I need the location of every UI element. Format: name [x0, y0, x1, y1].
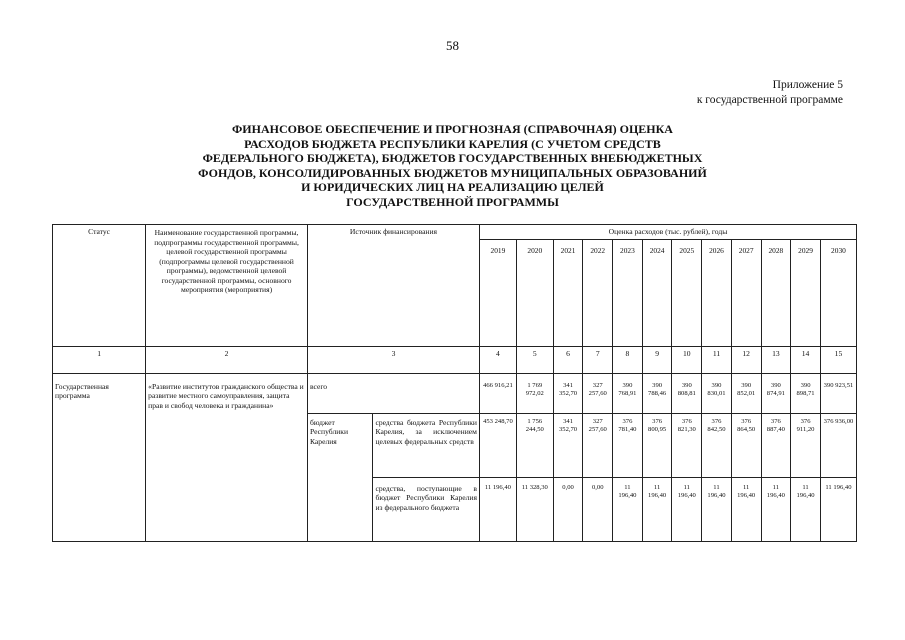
title-line: ГОСУДАРСТВЕННОЙ ПРОГРАММЫ [346, 194, 559, 209]
title-line: И ЮРИДИЧЕСКИХ ЛИЦ НА РЕАЛИЗАЦИЮ ЦЕЛЕЙ [301, 180, 604, 194]
header-status: Статус [53, 225, 146, 347]
value-cell: 390 808,81 [672, 373, 702, 413]
value-cell: 453 248,70 [479, 413, 516, 477]
column-index: 14 [791, 346, 821, 373]
value-cell: 11 328,30 [516, 477, 553, 541]
title-line: ФЕДЕРАЛЬНОГО БЮДЖЕТА), БЮДЖЕТОВ ГОСУДАРСТВЕННЫХ ВНЕБЮДЖЕТНЫХ [202, 151, 703, 165]
value-cell: 11 196,40 [613, 477, 643, 541]
value-cell: 341 352,70 [553, 413, 583, 477]
column-index: 4 [479, 346, 516, 373]
title-line: ФОНДОВ, КОНСОЛИДИРОВАННЫХ БЮДЖЕТОВ МУНИЦИПАЛЬНЫХ ОБРАЗОВАНИЙ [198, 165, 707, 180]
value-cell: 11 196,40 [761, 477, 791, 541]
value-cell: 376 911,20 [791, 413, 821, 477]
value-cell: 11 196,40 [642, 477, 672, 541]
value-cell: 376 936,00 [820, 413, 856, 477]
year-header: 2025 [672, 239, 702, 346]
value-cell: 390 788,46 [642, 373, 672, 413]
column-index-row [53, 346, 857, 373]
value-cell: 390 768,91 [613, 373, 643, 413]
document-title [150, 122, 755, 209]
value-cell: 0,00 [583, 477, 613, 541]
year-header: 2028 [761, 239, 791, 346]
value-cell: 327 257,60 [583, 413, 613, 477]
value-cell: 11 196,40 [672, 477, 702, 541]
appendix-note [697, 78, 843, 108]
column-index: 2 [146, 346, 308, 373]
column-index: 3 [307, 346, 479, 373]
column-index: 12 [731, 346, 761, 373]
value-cell: 390 923,51 [820, 373, 856, 413]
value-cell: 11 196,40 [791, 477, 821, 541]
year-header: 2023 [613, 239, 643, 346]
value-cell: 1 769 972,02 [516, 373, 553, 413]
year-header: 2019 [479, 239, 516, 346]
value-cell: 376 864,50 [731, 413, 761, 477]
year-header: 2027 [731, 239, 761, 346]
column-index: 10 [672, 346, 702, 373]
value-cell: 390 898,71 [791, 373, 821, 413]
value-cell: 466 916,21 [479, 373, 516, 413]
year-header: 2030 [820, 239, 856, 346]
column-index: 13 [761, 346, 791, 373]
appendix-line-2: к государственной программе [696, 94, 843, 106]
value-cell: 0,00 [553, 477, 583, 541]
value-cell: 1 756 244,50 [516, 413, 553, 477]
column-index: 15 [820, 346, 856, 373]
column-index: 9 [642, 346, 672, 373]
year-header: 2029 [791, 239, 821, 346]
value-cell: 376 821,30 [672, 413, 702, 477]
header-source: Источник финансирования [307, 225, 479, 347]
program-name: «Развитие институтов гражданского общества и развитие местного самоуправления, защита прав и свобод человека и гражданина» [146, 373, 308, 541]
column-index: 7 [583, 346, 613, 373]
value-cell: 327 257,60 [583, 373, 613, 413]
column-index: 5 [516, 346, 553, 373]
year-header: 2026 [702, 239, 732, 346]
table-header-row [53, 225, 857, 240]
value-cell: 376 842,50 [702, 413, 732, 477]
value-cell: 390 852,01 [731, 373, 761, 413]
header-name: Наименование государственной программы, подпрограммы государственной программы, целевой государственной программы (подпрограммы целевой государственной программы), ведомственной целевой государственной программы, основного мероприятия (мероприятия) [146, 225, 308, 347]
value-cell: 11 196,40 [820, 477, 856, 541]
appendix-line-1: Приложение 5 [772, 79, 843, 91]
column-index: 6 [553, 346, 583, 373]
finance-table [52, 224, 857, 542]
page-number: 58 [446, 38, 459, 53]
value-cell: 390 830,01 [702, 373, 732, 413]
column-index: 1 [53, 346, 146, 373]
value-cell: 376 800,95 [642, 413, 672, 477]
value-cell: 376 781,40 [613, 413, 643, 477]
title-line: ФИНАНСОВОЕ ОБЕСПЕЧЕНИЕ И ПРОГНОЗНАЯ (СПРАВОЧНАЯ) ОЦЕНКА [232, 122, 673, 136]
title-line: РАСХОДОВ БЮДЖЕТА РЕСПУБЛИКИ КАРЕЛИЯ (С УЧЕТОМ СРЕДСТВ [244, 136, 661, 151]
value-cell: 11 196,40 [731, 477, 761, 541]
value-cell: 390 874,91 [761, 373, 791, 413]
value-cell: 11 196,40 [479, 477, 516, 541]
column-index: 11 [702, 346, 732, 373]
year-header: 2024 [642, 239, 672, 346]
value-cell: 11 196,40 [702, 477, 732, 541]
header-estimate: Оценка расходов (тыс. рублей), годы [479, 225, 856, 240]
program-status: Государственная программа [53, 373, 146, 541]
year-header: 2022 [583, 239, 613, 346]
source-own-funds-label: средства бюджета Республики Карелия, за исключением целевых федеральных средств [373, 413, 480, 477]
source-total-label: всего [307, 373, 479, 413]
table-row-total [53, 373, 857, 413]
value-cell: 376 887,40 [761, 413, 791, 477]
year-header: 2020 [516, 239, 553, 346]
year-header: 2021 [553, 239, 583, 346]
column-index: 8 [613, 346, 643, 373]
source-budget-label: бюджет Республики Карелия [307, 413, 373, 541]
source-federal-funds-label: средства, поступающие в бюджет Республики Карелия из федерального бюджета [373, 477, 480, 541]
value-cell: 341 352,70 [553, 373, 583, 413]
